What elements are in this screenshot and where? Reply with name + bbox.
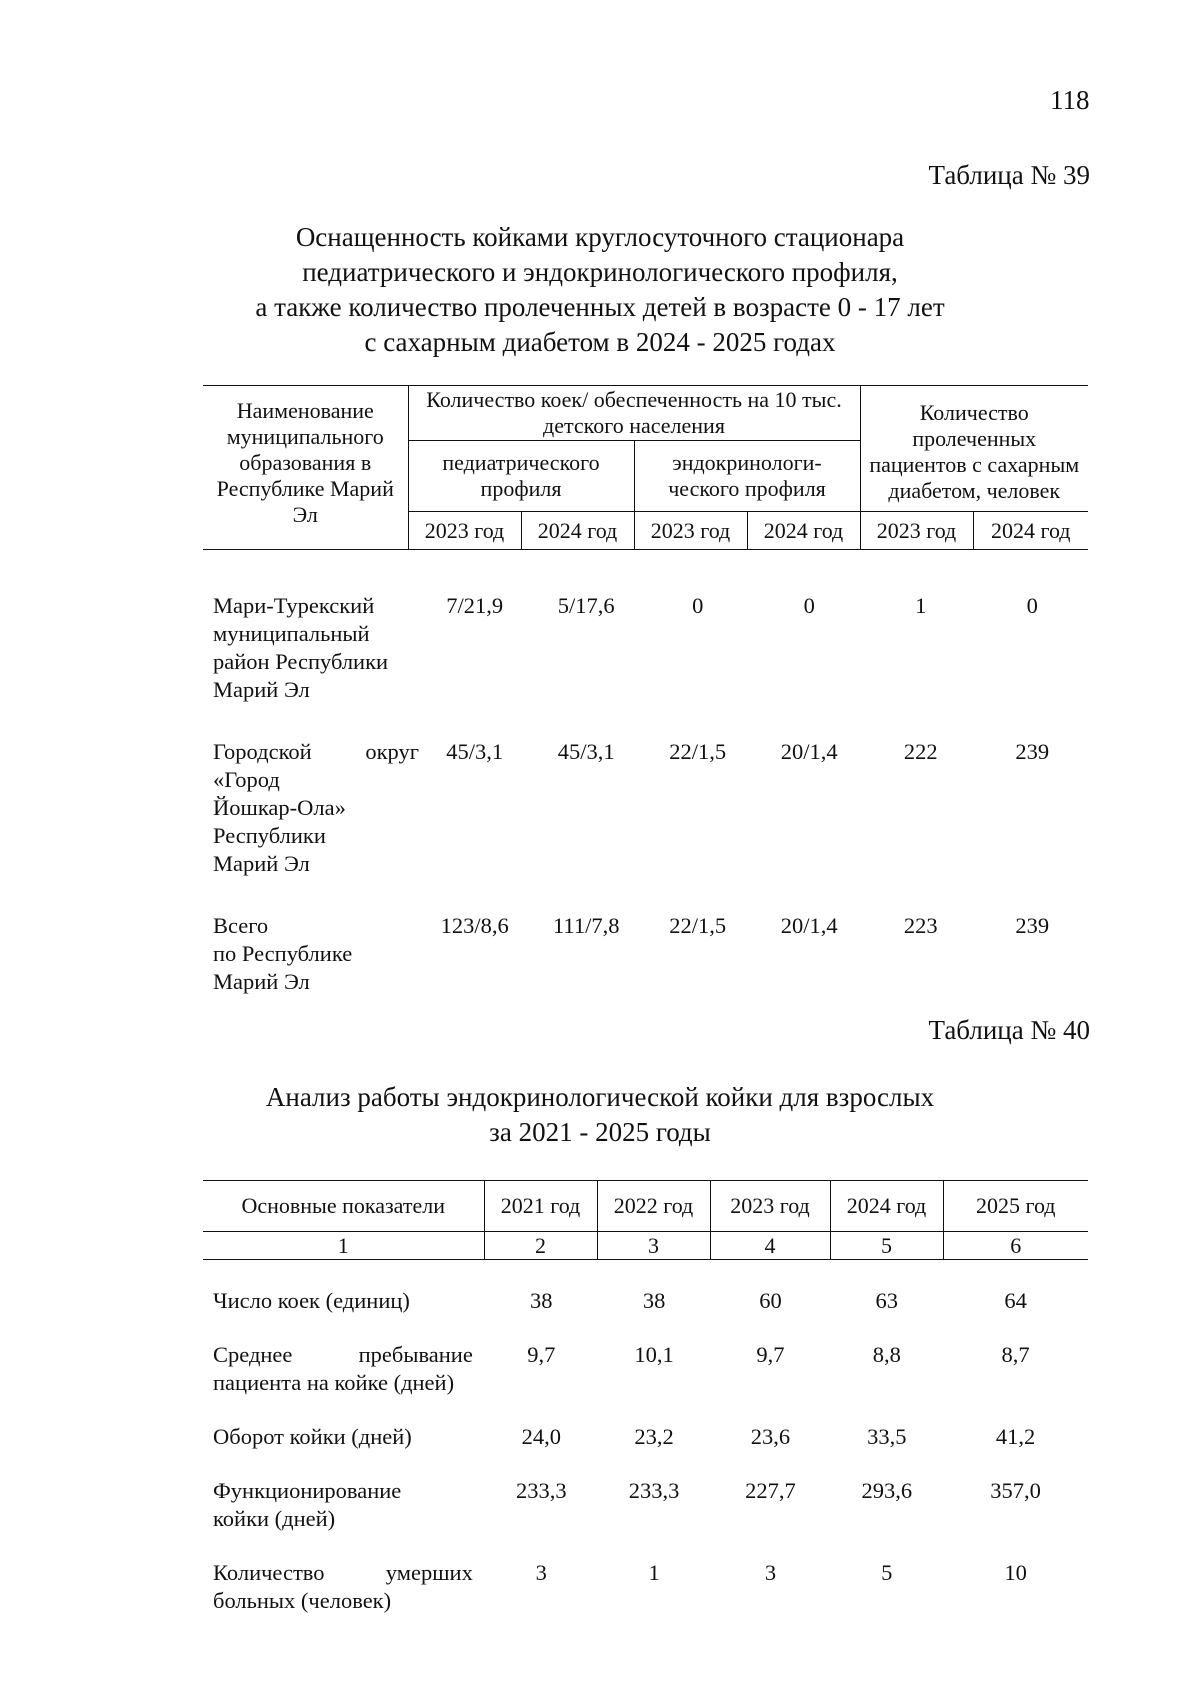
header-pediatric: педиатрического профиля xyxy=(408,441,634,512)
name-line: район Республики xyxy=(213,649,389,674)
table-cell: 111/7,8 xyxy=(552,913,620,938)
table-cell: 20/1,4 xyxy=(780,913,838,938)
header-year: 2023 год xyxy=(634,512,747,550)
table-cell: 222 xyxy=(903,739,938,764)
table-cell: 9,7 xyxy=(527,1342,556,1367)
table-cell: 33,5 xyxy=(867,1424,907,1449)
name-line: койки (дней) xyxy=(213,1506,336,1531)
table-cell: 7/21,9 xyxy=(446,593,504,618)
table-cell: 5 xyxy=(881,1560,893,1585)
table-row xyxy=(203,1477,1088,1559)
table-cell: 0 xyxy=(1026,593,1038,618)
table-40-title xyxy=(0,1080,1200,1150)
name-word: умерших xyxy=(385,1560,473,1585)
name-word: Количество xyxy=(213,1560,325,1585)
column-number: 2 xyxy=(484,1232,597,1260)
table-cell: 45/3,1 xyxy=(557,739,615,764)
name-word: Городской xyxy=(213,739,312,764)
row-name xyxy=(203,1559,485,1641)
table-cell: 64 xyxy=(1004,1288,1027,1313)
name-word: пребывание xyxy=(358,1342,473,1367)
column-number: 1 xyxy=(203,1232,484,1260)
table-cell: 239 xyxy=(1015,739,1050,764)
table-cell: 233,3 xyxy=(628,1478,680,1503)
page-number: 118 xyxy=(1050,85,1090,115)
table-cell: 3 xyxy=(535,1560,547,1585)
table-cell: 223 xyxy=(903,913,938,938)
name-line: «Город xyxy=(213,767,280,792)
name-line: Всего xyxy=(213,913,269,938)
name-line: пациента на койке (дней) xyxy=(213,1370,455,1395)
name-line: по Республике xyxy=(213,941,353,966)
header-year: 2024 год xyxy=(521,512,634,550)
row-name xyxy=(203,912,419,1030)
table-row xyxy=(203,1341,1088,1423)
header-year: 2024 год xyxy=(747,512,860,550)
table-cell: 227,7 xyxy=(745,1478,796,1503)
title-line: с сахарным диабетом в 2024 - 2025 годах xyxy=(364,327,836,357)
table-cell: 10,1 xyxy=(634,1342,674,1367)
table-cell: 63 xyxy=(875,1288,899,1313)
table-cell: 60 xyxy=(759,1288,782,1313)
header-year: 2021 год xyxy=(484,1181,597,1232)
table-cell: 357,0 xyxy=(990,1478,1041,1503)
header-municipality: Наименование муниципального образования в Республике Марий Эл xyxy=(216,397,394,527)
table-row xyxy=(203,1559,1088,1641)
table-row xyxy=(203,1423,1088,1477)
table-40-label: Таблица № 40 xyxy=(928,1015,1090,1045)
title-line: а также количество пролеченных детей в возрасте 0 - 17 лет xyxy=(255,292,945,322)
table-cell: 45/3,1 xyxy=(446,739,504,764)
table-cell: 24,0 xyxy=(521,1424,561,1449)
name-line: Функционирование xyxy=(213,1478,402,1503)
table-cell: 1 xyxy=(915,593,927,618)
table-cell: 123/8,6 xyxy=(440,913,509,938)
table-cell: 23,2 xyxy=(634,1424,674,1449)
row-name xyxy=(203,1423,485,1477)
table-cell: 0 xyxy=(692,593,704,618)
name-line: больных (человек) xyxy=(213,1588,392,1613)
table-39-body xyxy=(203,592,1088,1030)
table-cell: 10 xyxy=(1004,1560,1027,1585)
name-line: Марий Эл xyxy=(213,851,310,876)
table-39-title xyxy=(0,220,1200,360)
table-cell: 23,6 xyxy=(750,1424,791,1449)
table-40-body xyxy=(203,1287,1088,1641)
title-line: Оснащенность койками круглосуточного стационара xyxy=(295,222,905,252)
name-line: Число коек (единиц) xyxy=(213,1288,410,1313)
name-word: Среднее xyxy=(213,1342,293,1367)
table-cell: 41,2 xyxy=(995,1424,1036,1449)
title-line: Анализ работы эндокринологической койки для взрослых xyxy=(265,1082,935,1112)
name-line: муниципальный xyxy=(213,621,370,646)
table-39-header xyxy=(203,385,1088,550)
name-line: Оборот койки (дней) xyxy=(213,1424,412,1449)
header-year: 2023 год xyxy=(860,512,973,550)
name-line xyxy=(213,1341,473,1369)
table-39-label: Таблица № 39 xyxy=(928,160,1090,190)
header-year: 2024 год xyxy=(973,512,1088,550)
table-cell: 22/1,5 xyxy=(669,739,727,764)
table-cell: 5/17,6 xyxy=(557,593,615,618)
table-cell: 8,7 xyxy=(1001,1342,1030,1367)
column-number: 4 xyxy=(710,1232,830,1260)
title-line: педиатрического и эндокринологического профиля, xyxy=(302,257,898,287)
table-cell: 239 xyxy=(1015,913,1050,938)
header-year: 2023 год xyxy=(710,1181,830,1232)
row-name xyxy=(203,1477,485,1559)
table-cell: 38 xyxy=(642,1288,666,1313)
header-indicators: Основные показатели xyxy=(203,1181,484,1232)
header-patients-group: Количество пролеченных пациентов с сахарным диабетом, человек xyxy=(860,386,1088,512)
name-line xyxy=(213,738,419,766)
name-line: Марий Эл xyxy=(213,969,310,994)
table-cell: 3 xyxy=(764,1560,777,1585)
table-cell: 38 xyxy=(530,1288,553,1313)
name-line xyxy=(213,1559,473,1587)
name-word: округ xyxy=(365,739,419,764)
column-number: 6 xyxy=(943,1232,1088,1260)
header-endocrine: эндокринологи-ческого профиля xyxy=(634,441,860,512)
header-year: 2023 год xyxy=(408,512,521,550)
table-row xyxy=(203,1287,1088,1341)
table-cell: 8,8 xyxy=(872,1342,901,1367)
table-cell: 1 xyxy=(648,1560,660,1585)
name-line: Йошкар-Ола» xyxy=(213,795,346,820)
name-line: Мари-Турекский xyxy=(213,593,375,618)
table-cell: 233,3 xyxy=(515,1478,567,1503)
header-year: 2025 год xyxy=(943,1181,1088,1232)
table-cell: 0 xyxy=(803,593,815,618)
name-line: Марий Эл xyxy=(213,677,310,702)
row-name xyxy=(203,1341,485,1423)
table-row xyxy=(203,912,1088,1030)
table-cell: 20/1,4 xyxy=(780,739,838,764)
table-cell: 22/1,5 xyxy=(669,913,727,938)
header-year: 2024 год xyxy=(830,1181,943,1232)
column-number: 5 xyxy=(830,1232,943,1260)
table-cell: 293,6 xyxy=(861,1478,913,1503)
header-beds-group: Количество коек/ обеспеченность на 10 тыс. детского населения xyxy=(408,386,860,441)
table-row xyxy=(203,738,1088,912)
name-line: Республики xyxy=(213,823,326,848)
row-name xyxy=(203,1287,485,1341)
header-year: 2022 год xyxy=(597,1181,710,1232)
table-40-header xyxy=(203,1180,1088,1260)
table-cell: 9,7 xyxy=(756,1342,785,1367)
column-number: 3 xyxy=(597,1232,710,1260)
title-line: за 2021 - 2025 годы xyxy=(489,1117,711,1147)
table-row xyxy=(203,592,1088,738)
row-name xyxy=(203,592,419,738)
row-name xyxy=(203,738,419,912)
